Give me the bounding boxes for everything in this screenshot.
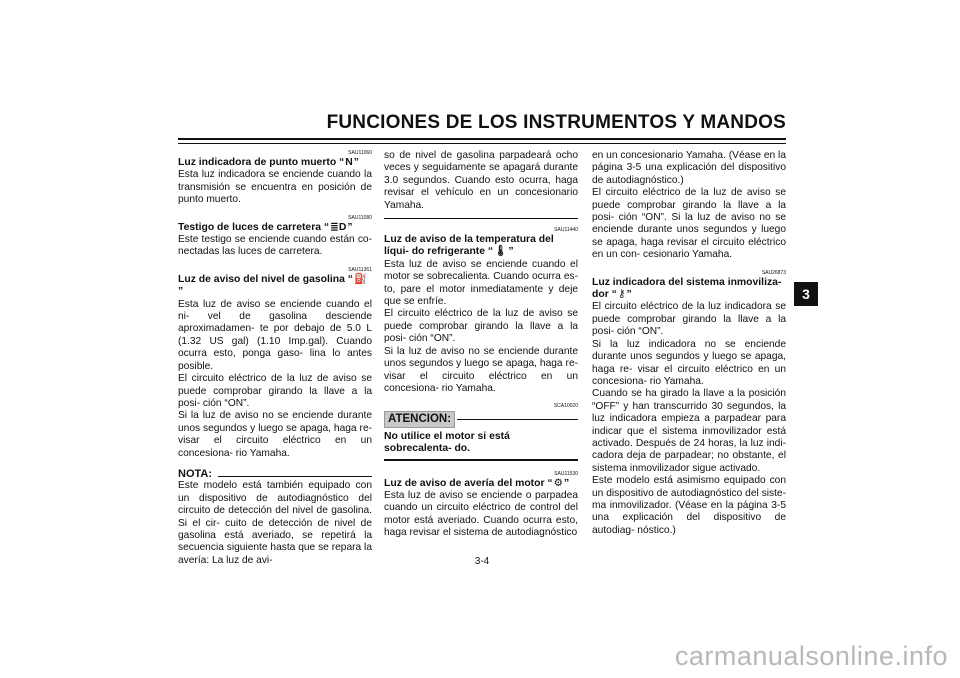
section-body: Esta luz de aviso se enciende cuando el ni- vel de gasolina desciende aproximadamen- te por debajo de 5.0 L (1.32 US gal) (1.10 Imp.gal). Cuando ocurra esto, ponga gaso- lina lo antes posible.: [178, 298, 372, 372]
section-body: Esta luz indicadora se enciende cuando la transmisión se encuentra en posición de punto muerto.: [178, 169, 372, 206]
section-code: SAU11530: [554, 470, 578, 477]
atencion-bottom-rule: [384, 459, 578, 461]
section-high-beam: [178, 215, 372, 259]
column-3: [592, 150, 786, 545]
nota-header: [178, 468, 372, 480]
page-header: FUNCIONES DE LOS INSTRUMENTOS Y MANDOS: [326, 112, 786, 133]
section-heading: [178, 222, 372, 234]
section-body: Este modelo está asimismo equipado con un dispositivo de autodiagnóstico del siste- ma inmovilizador. (Véase en la página 3-5 una explicación del dispositivo de autodiag- nóstico.): [592, 475, 786, 536]
atencion-rule: [457, 419, 578, 420]
section-body: El circuito eléctrico de la luz indicadora se puede comprobar girando la llave a la posi- ción “ON”.: [592, 301, 786, 338]
section-body: El circuito eléctrico de la luz de aviso se puede comprobar girando la llave a la posi- ción “ON”.: [384, 308, 578, 345]
header-rule-thick: [178, 138, 786, 140]
section-heading: [178, 274, 372, 299]
heading-text: Testigo de luces de carretera “: [178, 221, 330, 233]
section-heading: [384, 478, 578, 490]
heading-text: Luz de aviso de la temperatura del líqui- do refrigerante “: [384, 234, 554, 258]
section-coolant-temperature: [384, 227, 578, 395]
section-heading: [592, 277, 786, 302]
section-body: Esta luz de aviso se enciende cuando el motor se sobrecalienta. Cuando ocurra es- to, pare el motor inmediatamente y deje que se enfríe.: [384, 258, 578, 308]
nota-body: Este modelo está también equipado con un dispositivo de autodiagnóstico del circuito de detección del nivel de gasolina. Si el cir- cuito de detección de nivel de gasolina está averiado, se repetirá la secuencia siguiente hasta que se repara la avería: La luz de avi-: [178, 480, 372, 566]
heading-quote: ”: [508, 246, 514, 258]
section-code: SAU26873: [761, 269, 786, 276]
section-heading: [178, 157, 372, 169]
section-code: SAU11060: [348, 150, 372, 156]
high-beam-icon: ≣D: [330, 221, 347, 233]
engine-icon: ⚙: [553, 477, 563, 489]
section-immobilizer: [592, 270, 786, 538]
section-body: Esta luz de aviso se enciende o parpadea cuando un circuito eléctrico de control del motor está averiado. Cuando ocurra esto, haga revisar el sistema de autodiagnóstico: [384, 489, 578, 539]
section-body: Cuando se ha girado la llave a la posición “OFF” y han transcurrido 30 segundos, la luz indicadora empieza a parpadear para indicar que el sistema inmovilizador está activado. Después de 24 horas, la luz indi- cadora deja de parpadear; no obstante, el sistema inmovilizador sigue activado.: [592, 388, 786, 474]
section-body: Este testigo se enciende cuando están co- nectadas las luces de carretera.: [178, 234, 372, 258]
section-code: SAU11080: [348, 214, 372, 221]
continued-text: El circuito eléctrico de la luz de aviso se puede comprobar girando la llave a la posi- ción “ON”. Si la luz de aviso no se enciende durante unos segundos y luego se apaga, haga revisar el circuito eléctrico en un con- cesionario Yamaha.: [592, 187, 786, 261]
coolant-temperature-icon: 🌡: [494, 246, 508, 258]
heading-text: Luz de aviso de avería del motor “: [384, 477, 553, 489]
section-fuel-level: [178, 267, 372, 460]
continued-text: so de nivel de gasolina parpadeará ocho veces y seguidamente se apagará durante 3.0 segundos. Cuando esto ocurra, haga revisar el vehículo en un concesionario Yamaha.: [384, 150, 578, 211]
heading-quote: ”: [347, 221, 353, 233]
heading-quote: ”: [563, 477, 570, 489]
section-body: Si la luz de aviso no se enciende durante unos segundos y luego se apaga, haga re- visar el circuito eléctrico en un concesiona- rio Yamaha.: [178, 410, 372, 459]
column-2: [384, 150, 578, 548]
nota-rule: [218, 476, 372, 477]
page-number: 3-4: [474, 556, 490, 567]
heading-quote: ”: [353, 157, 359, 168]
section-divider: [384, 218, 578, 219]
atencion-body: No utilice el motor si está sobrecalenta- do.: [384, 430, 510, 455]
section-code: SAU11440: [554, 227, 578, 234]
immobilizer-key-icon: ⚷: [617, 289, 626, 301]
fuel-pump-icon: ⛽: [353, 273, 367, 285]
heading-quote: ”: [178, 286, 184, 298]
nota-label: NOTA:: [178, 467, 213, 480]
atencion-label: ATENCION:: [384, 411, 455, 427]
heading-text: Luz de aviso del nivel de gasolina “: [178, 273, 353, 285]
watermark: carmanualsonline.info: [674, 641, 948, 671]
header-rule-thin: [178, 143, 786, 144]
section-neutral-indicator: [178, 150, 372, 207]
section-body: El circuito eléctrico de la luz de aviso se puede comprobar girando la llave a la posi- ción “ON”.: [178, 373, 372, 409]
section-body: Si la luz de aviso no se enciende durante unos segundos y luego se apaga, haga re- visar el circuito eléctrico en un concesiona- rio Yamaha.: [384, 345, 578, 394]
section-body: Si la luz indicadora no se enciende durante unos segundos y luego se apaga, haga re- visar el circuito eléctrico en un concesiona- rio Yamaha.: [592, 338, 786, 387]
atencion-code: SCA10020: [553, 403, 578, 410]
chapter-tab: 3: [794, 282, 818, 306]
column-1: [178, 150, 372, 567]
section-engine-trouble: [384, 471, 578, 540]
atencion-header: [384, 411, 578, 427]
heading-text: Luz indicadora del sistema inmoviliza- dor “: [592, 276, 782, 301]
section-heading: [384, 234, 578, 259]
continued-text: en un concesionario Yamaha. (Véase en la página 3-5 una explicación del dispositivo de autodiagnóstico.): [592, 150, 786, 186]
heading-quote: ”: [626, 289, 632, 301]
neutral-icon: N: [345, 157, 353, 168]
heading-text: Luz indicadora de punto muerto “: [178, 157, 345, 168]
section-code: SAU11361: [348, 266, 372, 273]
